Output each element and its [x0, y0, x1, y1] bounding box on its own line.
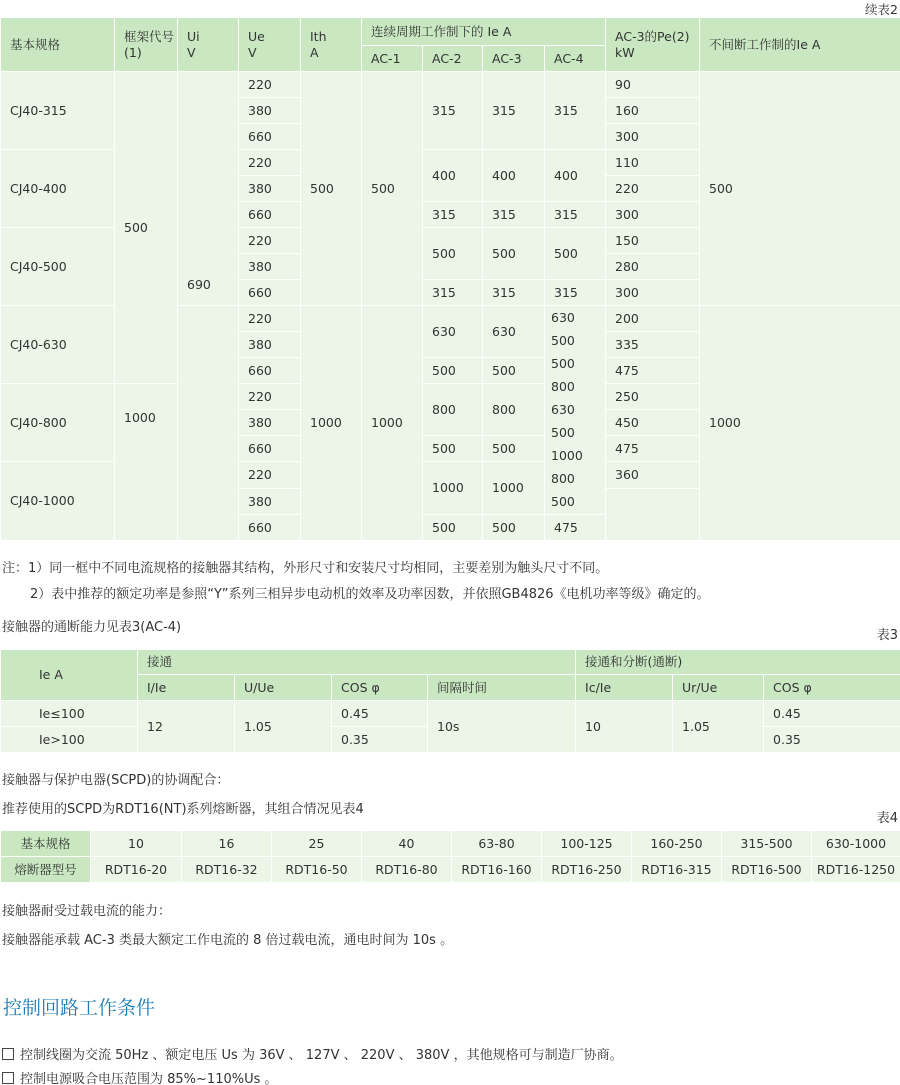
ac3-cell: 800	[483, 384, 545, 436]
ue-cell: 380	[239, 254, 301, 280]
header-ac1: AC-1	[362, 46, 423, 72]
ac3-cell: 500	[483, 228, 545, 280]
table3-intro: 接触器的通断能力见表3(AC-4)	[2, 620, 182, 635]
model-cell: CJ40-1000	[1, 462, 115, 541]
pe-cell: 450	[606, 410, 700, 436]
table3-label: 表3	[876, 628, 898, 643]
header-ac4: AC-4	[545, 46, 606, 72]
row-label: Ie≤100	[1, 701, 138, 727]
header-frame: 框架代号 (1)	[115, 18, 178, 72]
ac2-cell: 500	[423, 515, 483, 541]
pe-cell: 475	[606, 436, 700, 462]
table4-label: 表4	[876, 811, 898, 826]
coordination-line-2: 推荐使用的SCPD为RDT16(NT)系列熔断器，其组合情况见表4	[2, 802, 364, 817]
pe-cell: 90	[606, 72, 700, 98]
header-spec: 基本规格	[1, 18, 115, 72]
ue-cell: 660	[239, 358, 301, 384]
ac3-cell: 315	[483, 280, 545, 306]
cos-2-cell: 0.35	[764, 727, 900, 753]
pe-cell: 300	[606, 202, 700, 228]
checkbox-icon	[2, 1048, 14, 1060]
ac3-cell: 1000	[483, 462, 545, 515]
pe-cell: 110	[606, 150, 700, 176]
ac4-stack-cell	[545, 306, 606, 515]
header-ic-ie: Ic/Ie	[576, 675, 673, 701]
ac1-cell: 1000	[362, 306, 423, 541]
ic-ie-cell: 10	[576, 701, 673, 753]
ac4-cell: 315	[545, 280, 606, 306]
model-cell: CJ40-315	[1, 72, 115, 150]
ac2-cell: 630	[423, 306, 483, 358]
ue-cell: 660	[239, 515, 301, 541]
ac4-cell: 500	[545, 228, 606, 280]
cos-2-cell: 0.45	[764, 701, 900, 727]
spec-cell: 25	[272, 831, 362, 857]
section-title: 控制回路工作条件	[3, 997, 156, 1019]
u-ue-cell: 1.05	[235, 701, 332, 753]
ac2-cell: 315	[423, 202, 483, 228]
ue-cell: 220	[239, 72, 301, 98]
cos-1-cell: 0.45	[332, 701, 428, 727]
ue-cell: 660	[239, 436, 301, 462]
ac4-line: 500	[551, 425, 575, 440]
i-ie-cell: 12	[138, 701, 235, 753]
ac3-cell: 315	[483, 72, 545, 150]
ac4-line: 630	[551, 402, 575, 417]
header-ac2: AC-2	[423, 46, 483, 72]
spec-cell: 40	[362, 831, 452, 857]
ac4-line: 800	[551, 471, 575, 486]
frame-cell: 1000	[115, 384, 178, 541]
ac3-cell: 500	[483, 436, 545, 462]
spec-cell: 63-80	[452, 831, 542, 857]
pe-cell: 300	[606, 280, 700, 306]
overload-line-1: 接触器耐受过载电流的能力：	[2, 904, 172, 919]
pe-cell: 475	[545, 515, 606, 541]
header-make: 接通	[138, 650, 576, 675]
spec-label: 基本规格	[1, 831, 91, 857]
interval-cell: 10s	[428, 701, 576, 753]
pe-cell: 360	[606, 462, 700, 488]
ac3-cell: 500	[483, 515, 545, 541]
ac2-cell: 1000	[423, 462, 483, 515]
spec-cell: 16	[182, 831, 272, 857]
fuse-cell: RDT16-500	[722, 857, 812, 883]
ue-cell: 660	[239, 124, 301, 150]
ac2-cell: 500	[423, 228, 483, 280]
model-cell: CJ40-400	[1, 150, 115, 228]
ue-cell: 220	[239, 306, 301, 332]
fuse-label: 熔断器型号	[1, 857, 91, 883]
note-2: 2）表中推荐的额定功率是参照“Y”系列三相异步电动机的效率及功率因数，并依照GB4826《电机功率等级》确定的。	[30, 587, 710, 602]
ue-cell: 380	[239, 332, 301, 358]
ac3-cell: 400	[483, 150, 545, 202]
fuse-cell: RDT16-50	[272, 857, 362, 883]
ith-cell: 1000	[301, 306, 362, 541]
header-ac3: AC-3	[483, 46, 545, 72]
header-make-break: 接通和分断(通断)	[576, 650, 900, 675]
ue-cell: 220	[239, 384, 301, 410]
table-3	[0, 649, 900, 753]
header-interval: 间隔时间	[428, 675, 576, 701]
ac3-cell: 500	[483, 358, 545, 384]
ue-cell: 380	[239, 176, 301, 202]
header-u-ue: U/Ue	[235, 675, 332, 701]
header-ue: Ue V	[239, 18, 301, 72]
row-label: Ie>100	[1, 727, 138, 753]
control-item-1: 控制线圈为交流 50Hz 、额定电压 Us 为 36V 、 127V 、 220V 、 380V ，其他规格可与制造厂协商。	[2, 1044, 623, 1063]
header-ith: Ith A	[301, 18, 362, 72]
table-4	[0, 830, 900, 883]
pe-cell: 300	[606, 124, 700, 150]
spec-cell: 10	[91, 831, 182, 857]
ue-cell: 220	[239, 150, 301, 176]
checkbox-icon	[2, 1072, 14, 1084]
header-ie: Ie A	[1, 650, 138, 701]
ac1-cell: 500	[362, 72, 423, 306]
note-1: 注：1）同一框中不同电流规格的接触器其结构，外形尺寸和安装尺寸均相同，主要差别为触头尺寸不同。	[2, 561, 609, 576]
ac2-cell: 315	[423, 72, 483, 150]
ur-ue-cell: 1.05	[673, 701, 764, 753]
frame-cell: 500	[115, 72, 178, 384]
pe-cell: 160	[606, 98, 700, 124]
ue-cell: 220	[239, 228, 301, 254]
cos-1-cell: 0.35	[332, 727, 428, 753]
fuse-cell: RDT16-315	[632, 857, 722, 883]
ac4-line: 800	[551, 379, 575, 394]
pe-cell: 280	[606, 254, 700, 280]
ue-cell: 660	[239, 280, 301, 306]
fuse-cell: RDT16-250	[542, 857, 632, 883]
ac2-cell: 400	[423, 150, 483, 202]
ac4-cell: 400	[545, 150, 606, 202]
fuse-cell: RDT16-1250	[812, 857, 900, 883]
header-intermittent: 不间断工作制的Ie A	[700, 18, 900, 72]
pe-cell: 150	[606, 228, 700, 254]
header-cos-1: COS φ	[332, 675, 428, 701]
ac3-cell: 630	[483, 306, 545, 358]
ac4-cell-empty	[606, 488, 700, 540]
model-cell: CJ40-800	[1, 384, 115, 462]
ui-cell: 690	[178, 72, 239, 306]
fuse-cell: RDT16-32	[182, 857, 272, 883]
header-ur-ue: Ur/Ue	[673, 675, 764, 701]
spec-cell: 160-250	[632, 831, 722, 857]
header-cos-2: COS φ	[764, 675, 900, 701]
ue-cell: 380	[239, 410, 301, 436]
ac4-cell: 315	[545, 72, 606, 150]
spec-cell: 100-125	[542, 831, 632, 857]
spec-cell: 630-1000	[812, 831, 900, 857]
intermittent-cell: 1000	[700, 306, 900, 541]
ac4-line: 500	[551, 333, 575, 348]
coordination-line-1: 接触器与保护电器(SCPD)的协调配合：	[2, 773, 230, 788]
ue-cell: 220	[239, 462, 301, 488]
model-cell: CJ40-630	[1, 306, 115, 384]
pe-cell: 200	[606, 306, 700, 332]
ac4-line: 630	[551, 310, 575, 325]
header-i-ie: I/Ie	[138, 675, 235, 701]
ui-cell-empty	[178, 306, 239, 541]
ue-cell: 380	[239, 98, 301, 124]
spec-cell: 315-500	[722, 831, 812, 857]
pe-cell: 475	[606, 358, 700, 384]
pe-cell: 250	[606, 384, 700, 410]
ac4-line: 500	[551, 356, 575, 371]
header-ui: Ui V	[178, 18, 239, 72]
table-2	[0, 17, 900, 541]
overload-line-2: 接触器能承载 AC-3 类最大额定工作电流的 8 倍过载电流，通电时间为 10s 。	[2, 933, 454, 948]
fuse-cell: RDT16-160	[452, 857, 542, 883]
ue-cell: 380	[239, 488, 301, 514]
header-pe: AC-3的Pe(2) kW	[606, 18, 700, 72]
ac3-cell: 315	[483, 202, 545, 228]
ac2-cell: 315	[423, 280, 483, 306]
ith-cell: 500	[301, 72, 362, 306]
fuse-cell: RDT16-20	[91, 857, 182, 883]
pe-cell: 335	[606, 332, 700, 358]
ue-cell: 660	[239, 202, 301, 228]
header-continuous: 连续周期工作制下的 Ie A	[362, 18, 606, 46]
ac4-line: 1000	[551, 448, 583, 463]
ac4-line: 500	[551, 494, 575, 509]
control-item-2: 控制电源吸合电压范围为 85%~110%Us 。	[2, 1068, 278, 1085]
table2-label: 续表2	[865, 2, 898, 17]
pe-cell: 220	[606, 176, 700, 202]
ac2-cell: 800	[423, 384, 483, 436]
ac4-cell: 315	[545, 202, 606, 228]
ac2-cell: 500	[423, 358, 483, 384]
intermittent-cell: 500	[700, 72, 900, 306]
model-cell: CJ40-500	[1, 228, 115, 306]
fuse-cell: RDT16-80	[362, 857, 452, 883]
ac2-cell: 500	[423, 436, 483, 462]
